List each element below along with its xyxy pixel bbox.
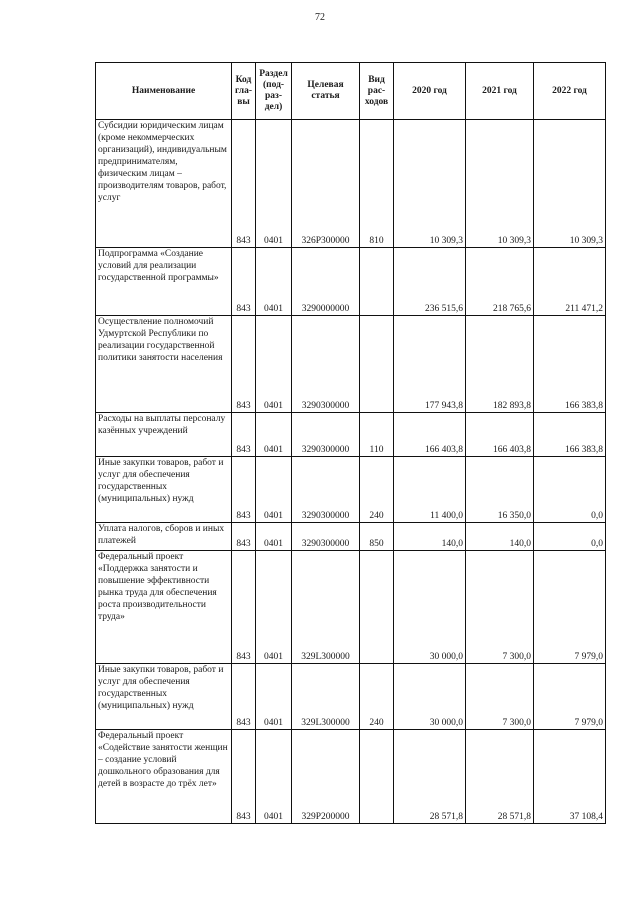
row-target: 329L300000 <box>292 664 360 730</box>
row-2021: 7 300,0 <box>466 551 534 664</box>
row-2022: 166 383,8 <box>534 316 606 413</box>
table-row <box>96 248 606 316</box>
row-name: Иные закупки товаров, работ и услуг для обеспечения государственных (муниципальных) нужд <box>96 457 232 523</box>
table-row <box>96 730 606 824</box>
row-kind: 110 <box>360 413 394 457</box>
row-code: 843 <box>232 730 256 824</box>
row-2021: 16 350,0 <box>466 457 534 523</box>
row-2021: 7 300,0 <box>466 664 534 730</box>
table-header-row <box>96 63 606 120</box>
row-name: Федеральный проект «Содействие занятости женщин – создание условий дошкольного образования для детей в возрасте до трёх лет» <box>96 730 232 824</box>
row-target: 3290300000 <box>292 316 360 413</box>
row-kind <box>360 248 394 316</box>
row-section: 0401 <box>256 551 292 664</box>
row-2020: 11 400,0 <box>394 457 466 523</box>
row-2022: 0,0 <box>534 457 606 523</box>
row-section: 0401 <box>256 457 292 523</box>
row-2022: 166 383,8 <box>534 413 606 457</box>
row-kind: 810 <box>360 120 394 248</box>
row-code: 843 <box>232 551 256 664</box>
row-2022: 211 471,2 <box>534 248 606 316</box>
row-target: 326P300000 <box>292 120 360 248</box>
row-section: 0401 <box>256 523 292 551</box>
row-2020: 30 000,0 <box>394 664 466 730</box>
row-code: 843 <box>232 316 256 413</box>
header-2021: 2021 год <box>466 63 534 120</box>
row-2020: 177 943,8 <box>394 316 466 413</box>
row-2022: 37 108,4 <box>534 730 606 824</box>
row-code: 843 <box>232 523 256 551</box>
row-name: Расходы на выплаты персоналу казённых учреждений <box>96 413 232 457</box>
row-section: 0401 <box>256 120 292 248</box>
row-section: 0401 <box>256 730 292 824</box>
row-name: Федеральный проект «Поддержка занятости и повышение эффективности рынка труда для обеспечения роста производительности труда» <box>96 551 232 664</box>
row-kind: 240 <box>360 457 394 523</box>
row-2020: 10 309,3 <box>394 120 466 248</box>
table-row <box>96 457 606 523</box>
row-2021: 28 571,8 <box>466 730 534 824</box>
row-code: 843 <box>232 248 256 316</box>
table-row <box>96 120 606 248</box>
table-row <box>96 523 606 551</box>
row-target: 3290300000 <box>292 523 360 551</box>
row-section: 0401 <box>256 664 292 730</box>
row-kind <box>360 316 394 413</box>
row-2021: 182 893,8 <box>466 316 534 413</box>
row-section: 0401 <box>256 248 292 316</box>
row-section: 0401 <box>256 316 292 413</box>
row-name: Иные закупки товаров, работ и услуг для обеспечения государственных (муниципальных) нужд <box>96 664 232 730</box>
row-2021: 166 403,8 <box>466 413 534 457</box>
table-row <box>96 316 606 413</box>
table-row <box>96 664 606 730</box>
row-kind: 850 <box>360 523 394 551</box>
row-target: 329L300000 <box>292 551 360 664</box>
row-kind: 240 <box>360 664 394 730</box>
row-section: 0401 <box>256 413 292 457</box>
header-2020: 2020 год <box>394 63 466 120</box>
row-kind <box>360 551 394 664</box>
row-target: 3290000000 <box>292 248 360 316</box>
page-number: 72 <box>315 12 325 23</box>
row-2020: 140,0 <box>394 523 466 551</box>
table-row <box>96 413 606 457</box>
header-code: Код гла- вы <box>232 63 256 120</box>
row-code: 843 <box>232 413 256 457</box>
header-kind: Вид рас- ходов <box>360 63 394 120</box>
header-target: Целевая статья <box>292 63 360 120</box>
row-2021: 218 765,6 <box>466 248 534 316</box>
row-name: Осуществление полномочий Удмуртской Республики по реализации государственной политики занятости населения <box>96 316 232 413</box>
row-2020: 28 571,8 <box>394 730 466 824</box>
budget-table <box>95 62 606 824</box>
row-2020: 236 515,6 <box>394 248 466 316</box>
row-2022: 7 979,0 <box>534 551 606 664</box>
row-name: Уплата налогов, сборов и иных платежей <box>96 523 232 551</box>
row-code: 843 <box>232 120 256 248</box>
row-code: 843 <box>232 664 256 730</box>
row-target: 329P200000 <box>292 730 360 824</box>
row-target: 3290300000 <box>292 457 360 523</box>
row-name: Субсидии юридическим лицам (кроме некоммерческих организаций), индивидуальным предпринимателям, физическим лицам – производителям товаров, работ, услуг <box>96 120 232 248</box>
row-2022: 0,0 <box>534 523 606 551</box>
header-name: Наименование <box>96 63 232 120</box>
header-2022: 2022 год <box>534 63 606 120</box>
row-kind <box>360 730 394 824</box>
table-row <box>96 551 606 664</box>
row-target: 3290300000 <box>292 413 360 457</box>
row-name: Подпрограмма «Создание условий для реализации государственной программы» <box>96 248 232 316</box>
row-code: 843 <box>232 457 256 523</box>
row-2022: 10 309,3 <box>534 120 606 248</box>
row-2021: 10 309,3 <box>466 120 534 248</box>
row-2021: 140,0 <box>466 523 534 551</box>
row-2020: 30 000,0 <box>394 551 466 664</box>
header-section: Раздел (под- раз- дел) <box>256 63 292 120</box>
row-2020: 166 403,8 <box>394 413 466 457</box>
row-2022: 7 979,0 <box>534 664 606 730</box>
